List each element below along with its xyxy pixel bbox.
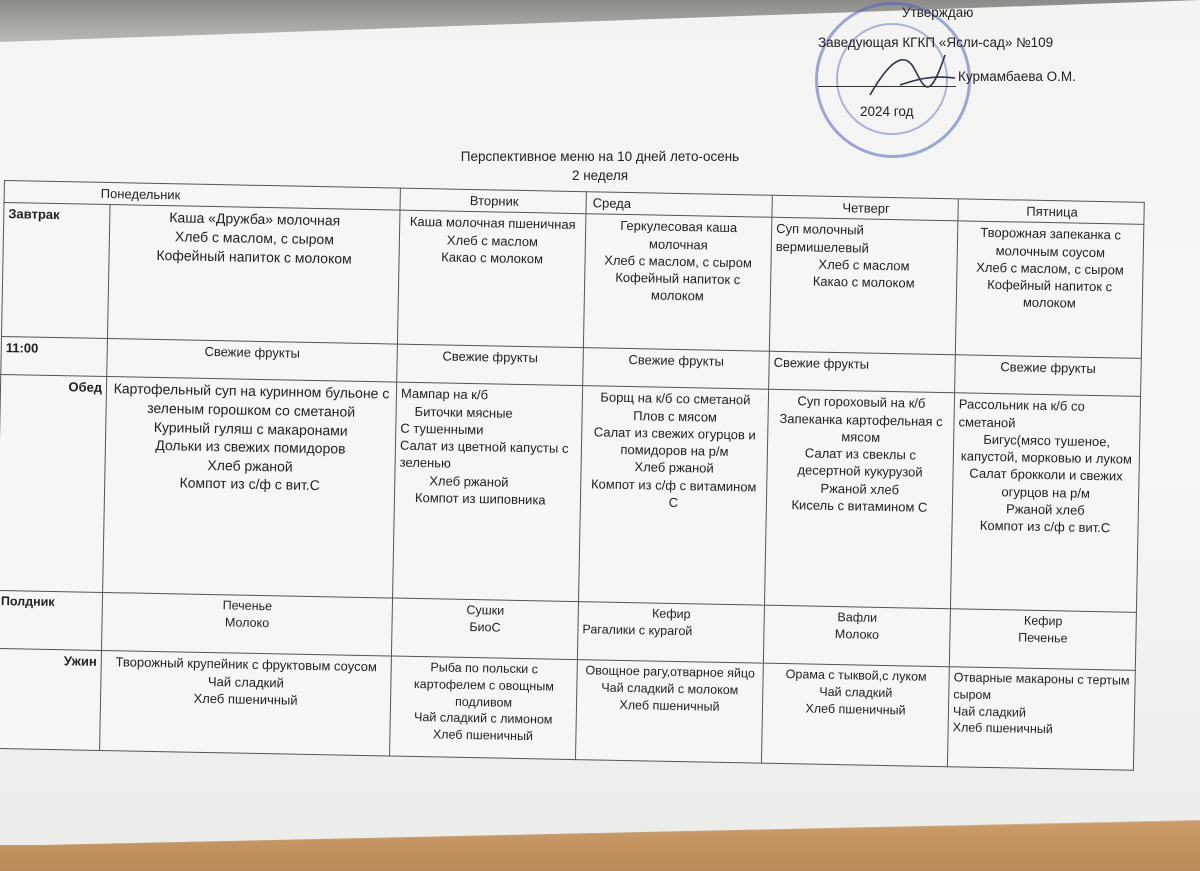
meal-label: Завтрак: [1, 203, 110, 339]
cell-tue: [393, 382, 583, 602]
cell-fri: [947, 667, 1135, 771]
day-header-mon: Понедельник: [4, 181, 400, 211]
meal-label: Ужин: [0, 649, 101, 751]
dish: Компот из с/ф с витамином С: [590, 476, 757, 510]
dish: Рыба по польски с картофелем с овощным подливом: [413, 660, 554, 710]
cell-mon: [100, 651, 392, 757]
day-header-wed: Среда: [586, 192, 772, 218]
title-line-1: Перспективное меню на 10 дней лето-осень: [460, 149, 740, 164]
dish: Хлеб пшеничный: [619, 697, 720, 714]
cell-mon: [107, 205, 400, 345]
dish: Отварные макароны с тертым сыром: [953, 670, 1130, 702]
cell-tue: [397, 210, 586, 348]
dish: Хлеб с маслом, с сыром: [604, 252, 753, 271]
dish: Хлеб с маслом, с сыром: [976, 259, 1124, 278]
cell-thu: [761, 663, 949, 767]
dish: Салат из цветной капусты с зеленью: [399, 437, 569, 472]
cell-tue: [391, 598, 578, 660]
meal-label: Полдник: [0, 591, 103, 651]
page-title: [430, 148, 770, 186]
dish: Чай сладкий: [952, 703, 1027, 720]
day-header-fri: Пятница: [958, 199, 1144, 225]
dish: Какао с молоком: [441, 249, 544, 267]
dish: Творожная запеканка с молочным соусом: [980, 225, 1122, 260]
dish: Чай сладкий: [819, 684, 893, 701]
dish: Кефир: [1023, 613, 1063, 629]
dish: Биточки мясные: [414, 403, 513, 421]
dish: Кофейный напиток с молоком: [987, 277, 1113, 312]
dish: Дольки из свежих помидоров: [155, 437, 346, 457]
dish: Кефир: [651, 606, 691, 622]
cell-wed: [577, 602, 764, 664]
dish: Суп молочный вермишелевый: [775, 221, 870, 256]
dish: Печенье: [1018, 630, 1068, 646]
dish: Картофельный суп на куринном бульоне с зеленым горошком со сметаной: [113, 380, 390, 420]
dish: Хлеб пшеничный: [805, 701, 906, 717]
dish: Вафли: [837, 610, 878, 626]
dish: Компот из с/ф с вит.С: [979, 518, 1111, 536]
dish: Хлеб с маслом: [818, 256, 910, 274]
cell-fri: [950, 393, 1140, 613]
dish: Печенье: [222, 598, 273, 614]
cell-tue: [390, 656, 578, 760]
dish: Молоко: [224, 615, 270, 631]
dish: Чай сладкий: [207, 673, 285, 691]
dish: Каша молочная пшеничная: [409, 214, 576, 233]
dish: Орама с тыквой,с луком: [785, 667, 927, 685]
dish: Какао с молоком: [812, 273, 915, 291]
dish: Каша «Дружба» молочная: [169, 209, 341, 229]
cell-mon: [103, 377, 397, 599]
dish: Хлеб ржаной: [634, 459, 714, 477]
menu-table: [0, 180, 1145, 771]
cell-tue: Свежие фрукты: [397, 344, 584, 386]
dish: Кофейный напиток с молоком: [156, 246, 352, 267]
dish: БиоС: [469, 619, 501, 635]
cell-wed: [583, 214, 772, 352]
dish: С тушенными: [400, 420, 484, 438]
dish: Хлеб пшеничный: [952, 720, 1053, 737]
dish: Чай сладкий с молоком: [601, 680, 739, 698]
dish: Хлеб ржаной: [207, 456, 293, 475]
meal-label: Обед: [0, 375, 107, 593]
dish: Суп гороховый на к/б: [797, 393, 926, 412]
cell-mon: [101, 593, 392, 657]
dish: Рассольник на к/б со сметаной: [958, 396, 1085, 431]
dish: Хлеб пшеничный: [193, 690, 298, 708]
dish: Бигус(мясо тушеное, капустой, морковью и луком: [960, 431, 1133, 467]
director-name: Курмамбаева О.М.: [958, 69, 1076, 84]
cell-thu: Свежие фрукты: [769, 352, 956, 394]
dish: Запеканка картофельная с мясом: [779, 410, 943, 445]
cell-fri: [949, 609, 1136, 671]
cell-thu: [769, 218, 958, 356]
cell-thu: [764, 389, 954, 609]
dish: Кисель с витамином С: [791, 497, 928, 515]
approval-year: 2024 год: [860, 104, 914, 119]
dish: Ржаной хлеб: [1005, 501, 1085, 518]
dish: Хлеб ржаной: [429, 472, 509, 490]
dish: Компот из шиповника: [414, 489, 546, 508]
dish: Салат брокколи и свежих огурцов на р/м: [969, 465, 1123, 501]
cell-thu: [763, 605, 950, 667]
position-label: Заведующая КГКП «Ясли-сад» №109: [818, 35, 1054, 50]
dish: Хлеб с маслом: [446, 232, 539, 249]
dish: Мампар на к/б: [400, 385, 489, 403]
dish: Чай сладкий с лимоном: [413, 710, 553, 727]
meal-label: 11:00: [1, 337, 108, 377]
cell-mon: Свежие фрукты: [107, 339, 398, 383]
dish: Сушки: [466, 603, 505, 618]
dish: Плов с мясом: [633, 407, 718, 425]
dish: Хлеб пшеничный: [432, 727, 534, 744]
cell-wed: Свежие фрукты: [583, 348, 770, 390]
signature-line: [818, 86, 956, 87]
title-line-2: 2 неделя: [571, 167, 629, 183]
dish: Салат из свеклы с десертной кукурузой: [797, 445, 923, 481]
dish: Салат из свежих огурцов и помидоров на р/м: [593, 424, 756, 460]
day-header-thu: Четверг: [772, 195, 958, 221]
dish: Компот из с/ф с вит.С: [179, 474, 321, 494]
dish: Творожный крупейник с фруктовым соусом: [115, 654, 378, 675]
dish: Куриный гуляш с макаронами: [153, 418, 348, 439]
dish: Хлеб с маслом, с сыром: [174, 228, 335, 248]
table-row-lunch: [0, 375, 1141, 613]
dish: Молоко: [834, 626, 880, 642]
cell-wed: [575, 660, 763, 764]
dish: Овощное рагу,отварное яйцо: [585, 663, 756, 681]
table-row-dinner: [0, 649, 1135, 771]
dish: Борщ на к/б со сметаной: [600, 389, 751, 408]
cell-wed: [579, 386, 769, 606]
day-header-tue: Вторник: [400, 188, 586, 214]
dish: Геркулесовая каша молочная: [620, 218, 738, 253]
cell-fri: Свежие фрукты: [955, 355, 1142, 397]
dish: Рагалики с курагой: [582, 622, 693, 639]
approve-label: Утверждаю: [902, 5, 974, 20]
dish: Ржаной хлеб: [820, 480, 900, 497]
dish: Кофейный напиток с молоком: [615, 269, 741, 304]
cell-fri: [955, 221, 1144, 359]
table-row-breakfast: [1, 203, 1143, 359]
